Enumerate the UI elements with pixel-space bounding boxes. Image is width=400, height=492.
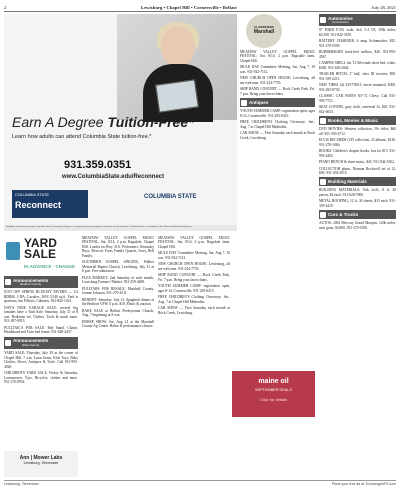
listing: PIANO BENCH & sheet music, $45. 931-842-3302. [319,160,395,165]
classifieds-logo: CLASSIFIEDS Marshall [246,14,282,48]
listing: ELVIS RECORDS (LP) collection, 22 albums, $120. 931-270-1066. [319,138,396,147]
listing: MULE DAY Committee Meeting, Sat. Aug 7, 10 a.m. 931-922-7112. [240,65,315,74]
ad-headline: Earn A Degree Tuition-Free* [12,114,194,130]
listing: YARD SALE, Thursday, July 29 at the corner of Chapel Hill, 7 a.m. Lawn Items, Kids Toys, Baby Clothes, Decor, Antiques & Tools. Call 931-993-4020. [4,351,78,369]
listing: CAMPER SHELL fits '12 Silverado short bed, white, $300. 931-628-2044. [319,61,396,70]
listing: SEAT COVERS, gray cloth, universal fit, $20. 931-842-6655. [319,105,396,114]
columbia-state-logo: COLUMBIA STATE [144,194,197,200]
section-cars: Cars & Trucks [319,210,396,219]
header-title: Lewisburg • Chapel Hill • Cornersville • Belfast [140,4,237,10]
listing: BATTERY CHARGER, 6 amp, Schumacher, $25. 931-270-5509. [319,39,396,48]
section-automotive: Automotive Accessories [319,14,396,26]
listing: SHIP BAND CONCERT — Rock Creek Park, Fri. 7 p.m. Bring your lawn chairs. [240,87,315,96]
ad-phone[interactable]: 931.359.0351 [64,159,132,171]
listing: CAR SHOW — First Saturday each month at Rock Creek, Lewisburg. [158,306,230,315]
listing: SOUTHERN GOSPEL SINGING, Walker Memorial Baptist Church, Lewisburg, July 31 at 6 p.m. Free admission. [82,260,154,274]
page-header [4,3,396,12]
section-antiques: Antiques [240,98,315,107]
listing: MEADOW VALLEY GOSPEL MUSIC FESTIVAL: Sat. 8/14, 2 p.m. Ragsdale farm, Chapel Hill. [240,50,315,63]
listing: NEW TIRES (4) 235/75R15, never mounted, $300. 931-292-8730. [319,83,396,92]
maine-oil-ad[interactable]: maine oil SEPTEMBER DEALS Click for details [232,371,315,417]
listing: BENEFIT: Saturday, July 31. Spaghetti dinner at the Bedford VFW, 6 p.m. $10. Music & auction. [82,297,154,307]
listing: SHIP BAND CONCERT — Rock Creek Park, Fri. 7 p.m. Bring your lawn chairs. [158,273,230,282]
listing: PULLTAIL'S FOR SALE: Bed Stand, Chaise, Headboard and Twin bed frame. 931-628-4437. [4,325,78,335]
section-announcements: Announcements Bedford County [4,276,78,288]
listing: 97 FORD F150, xcab, 4x4, 5.4 V8, 190k miles, $4,500. 931-842-3359. [319,28,396,37]
listing: CAR SHOW — First Saturday each month at Rock Creek, Lewisburg. [240,131,315,140]
ad-fine-print: *Eligibility requirements apply. Columbia State Community College is an equal opportunity employer and does not discriminate. Columbia State is a member of the Tennessee Board of Regents. [4,225,237,231]
section-books: Books, Movies & Music [319,116,396,125]
page-number: 2 [4,4,7,10]
listing: MEADOW VALLEY GOSPEL MUSIC FESTIVAL, Sat. 8/14, 2 p.m. Ragsdale, Chapel Hill, 2 miles on Hwy 31A. Performers: Kentucky Boys, Revival, Foots Family Quartet, Ivory, Bell Family. [82,236,154,258]
listing: BUILDING MATERIALS: Oak 2x4's, 8 ft, 40 pieces, $4 each. 931-628-7000. [319,188,396,197]
listing: MULE DAY Committee Meeting, Sat. Aug 7, 10 a.m. 931-922-7112. [158,251,230,260]
listing: CLASSIC CAR PARTS '65-'72 Chevy. Call 931-993-7721. [319,94,396,103]
listing: HORSE SHOW, Sat. Aug 14 at the Marshall County Ag Center. Halter & performance classes. [82,319,154,329]
section-announcements-giles: Announcements Giles County [4,337,78,349]
listing: NEW CHURCH OPEN HOUSE: Lewisburg, all are welcome. 931-224-7755. [158,262,230,271]
footer-website[interactable]: Place your free ad at: ExchangeAFS.com [331,482,396,486]
column-3 [158,236,230,476]
listing: AUTOS: 2004 Mercury Grand Marquis, 120k miles, runs great, $3,800. 931-270-5550. [319,221,396,230]
listing: YOUTH SUMMER CAMP: registration open, ages 8-14, Cornersville. 931-293-0415. [158,284,230,293]
yard-sale-graphic: YARD SALE IN ADVANCE · CHANGE [4,236,78,274]
ad-subline: Learn how adults can attend Columbia State tuition-free.* [12,134,152,140]
column-4 [240,50,315,368]
listing: TRAILER HITCH, 2" ball, class III receiver, $50. 931-359-2211. [319,72,396,81]
listing: NEW CHURCH OPEN HOUSE: Lewisburg, all are welcome. 931-224-7755. [240,76,315,85]
listing: MEADOW VALLEY GOSPEL MUSIC FESTIVAL: Sat. 8/14, 2 p.m. Ragsdale farm, Chapel Hill. [158,236,230,249]
listing: DAY'S NINE GARAGE SALE: several big families have a Yard Sale: Saturday, July 31 at 8 a.m. Bedroom set, Clothes, Tools & much more. 931-287-0913. [4,305,78,324]
listing: FREE CHILDREN'S Clothing Giveaway: Sat., Aug. 7 at Chapel Hill Methodist. [158,295,230,304]
listing: DVD MOVIES: Western collection, 50+ titles, $60 all. 931-359-4712. [319,127,396,136]
listing: METAL ROOFING, 12 ft, 30 sheets, $15 each. 931-359-4410. [319,199,396,208]
listing: BAKE SALE at Belfast Presbyterian Church, Aug. 7 beginning at 8 a.m. [82,308,154,318]
column-5 [319,14,396,478]
page-footer: Lewisburg, Tennessee Place your free ad at: ExchangeAFS.com [4,482,396,486]
columbia-state-ad[interactable] [4,14,237,231]
ad-website[interactable]: www.ColumbiaState.edu/Reconnect [62,174,165,180]
header-date: July 28, 2021 [371,4,396,10]
listing: JUST OFF SPRING BLUEJAY TAVERN — 1/2 BDRM, 2 BA, Cavalier, 2018 3,540 sq.ft. Yard is spacious, has Pillows, Cabinets. 931-842-1023. [4,290,78,304]
column-2 [82,236,154,476]
section-building: Building Materials [319,177,396,186]
ad-photo [117,14,237,120]
listing: FREE CHILDREN'S Clothing Giveaway: Sat., Aug. 7 at Chapel Hill Methodist. [240,120,315,129]
listing: FLEA MARKET: 2nd Saturday of each month, Lewisburg Farmers' Market. 931-359-4489. [82,275,154,285]
listing: BOOKS: Children's chapter books, box lot $15. 931-993-4402. [319,149,396,158]
footer-ad[interactable]: Ann | Mower Labs Lewisburg, Tennessee [4,451,78,477]
reconnect-logo: COLUMBIA STATE Reconnect [12,190,88,218]
listing: COLLECTOR plates, Norman Rockwell set of 12, $90. 931-292-5015. [319,166,396,175]
listing: RUBBERMAID truck-bed toolbox, $40. 931-993-4567. [319,50,396,59]
listing: YOUTH SUMMER CAMP: registration open, ages 8-14, Cornersville. 931-293-0415. [240,109,315,118]
listing: CHILDREN'S YARD SALE, Friday & Saturday. Lawnmower, Toys, Bicycles, clothes and more. 931-270-0934. [4,371,78,385]
listing: PULLTABS FOR RESALE: Marshall County, Joanne Johnson, 931-270-4311. [82,286,154,296]
